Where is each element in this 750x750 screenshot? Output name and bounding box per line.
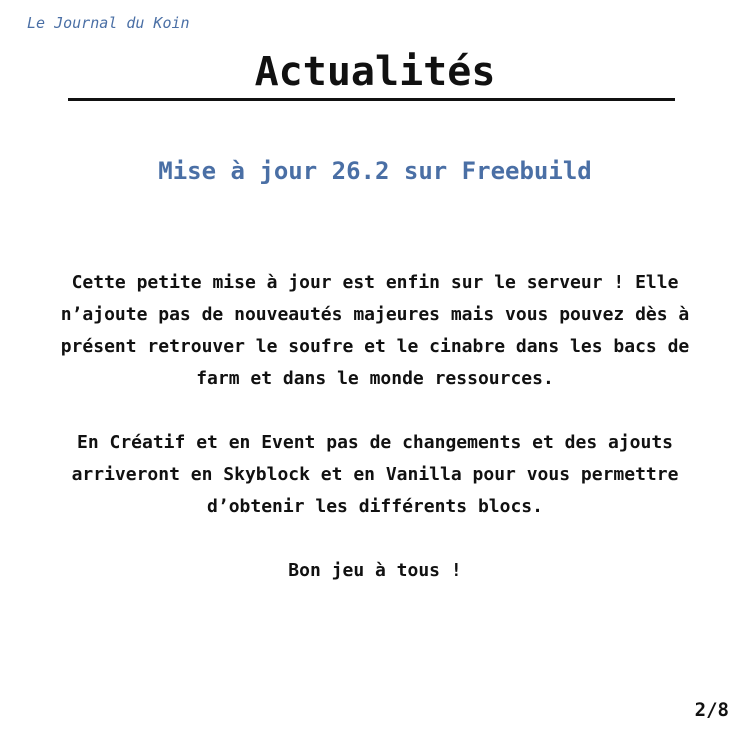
article-paragraph: En Créatif et en Event pas de changements et des ajouts arriveront en Skyblock et en Vanilla pour vous permettre d’obtenir les différents blocs. [71,432,679,517]
page-indicator: 2/8 [694,699,729,721]
article-headline: Mise à jour 26.2 sur Freebuild [158,157,592,185]
publication-name: Le Journal du Koin [27,14,190,32]
article-closing: Bon jeu à tous ! [288,560,462,581]
article-body [40,267,710,587]
article-paragraph: Cette petite mise à jour est enfin sur le serveur ! Elle n’ajoute pas de nouveautés majeures mais vous pouvez dès à présent retrouver le soufre et le cinabre dans les bacs de farm et dans le monde ressources. [60,272,690,389]
title-underline [68,98,675,101]
page-title: Actualités [254,49,496,95]
